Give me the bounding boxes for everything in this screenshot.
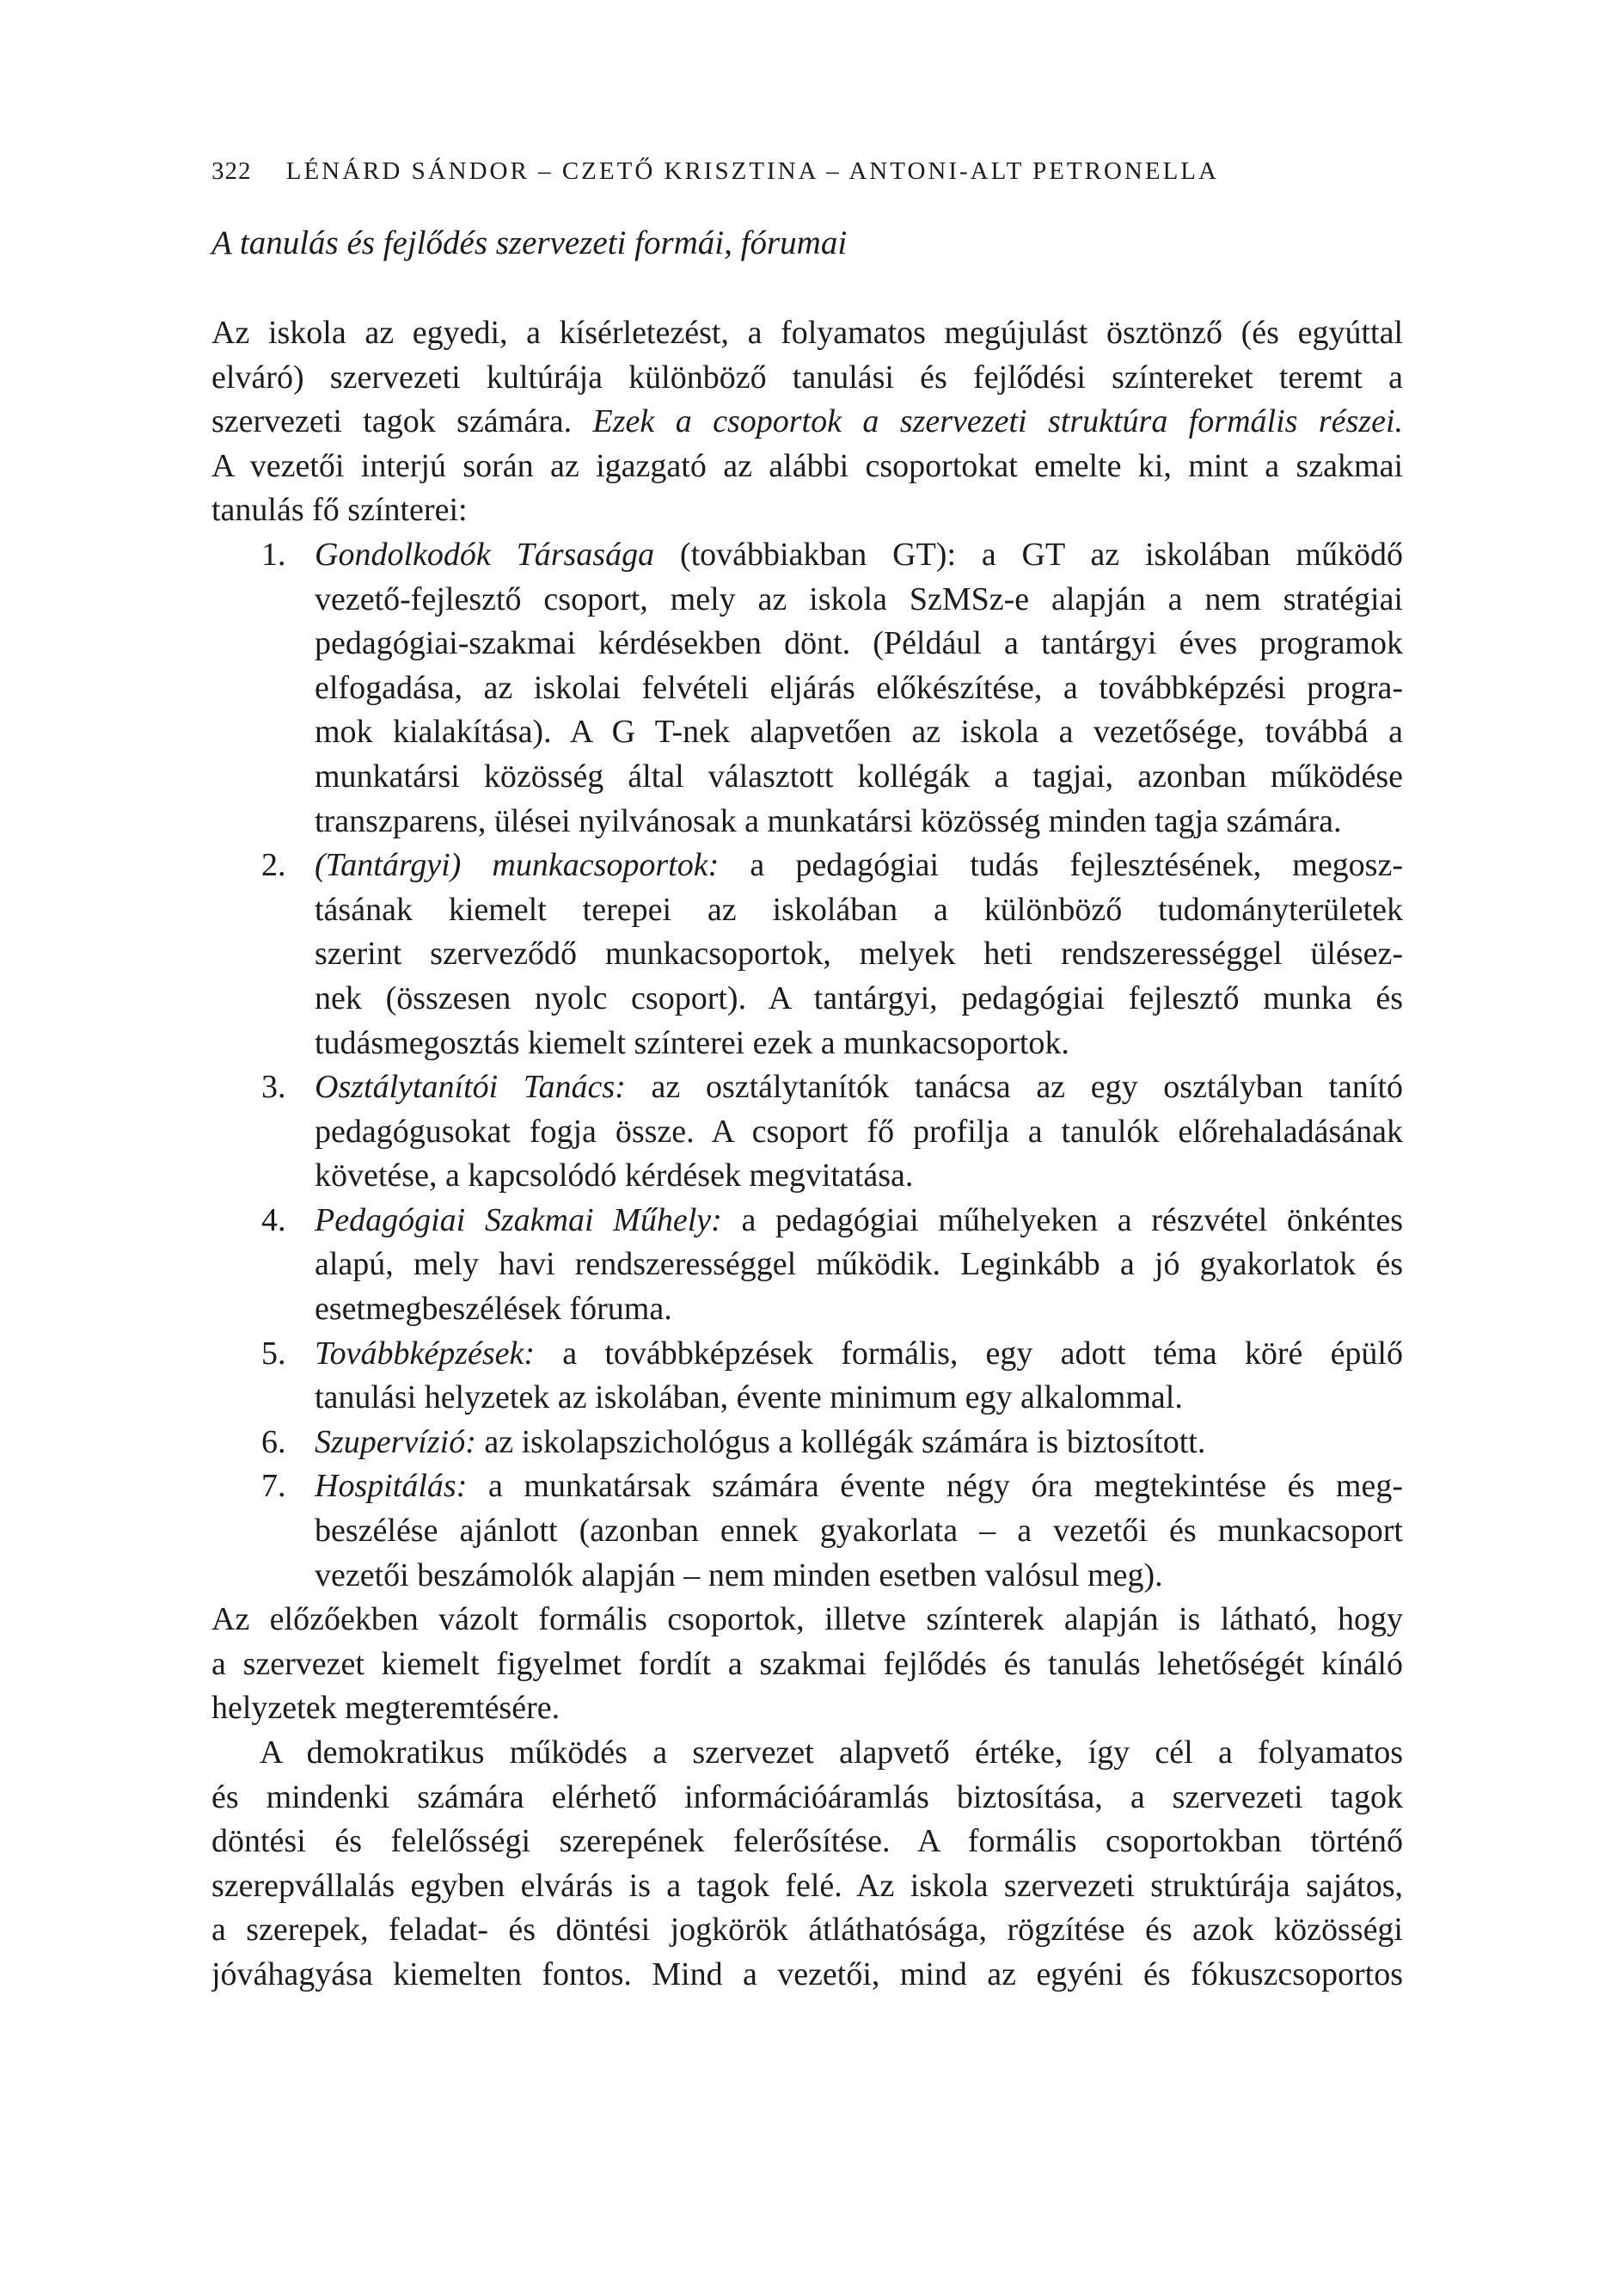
list-item-label: Továbbképzések: (315, 1335, 536, 1372)
list-item-text: az osztálytanítók tanácsa az egy osztályban tanító (625, 1069, 1403, 1106)
paragraph-line: szerepvállalás egyben elvárás is a tagok felé. Az iskola szervezeti struktúrája sajátos, (211, 1867, 1403, 1904)
list-item-line (211, 800, 1403, 844)
list-item-label: Osztálytanítói Tanács: (315, 1069, 626, 1106)
list-item-text: mok kialakítása). A G T-nek alapvetően az iskola a vezetősége, továbbá a (315, 714, 1403, 751)
list-item-text: nek (összesen nyolc csoport). A tantárgyi, pedagógiai fejlesztő munka és (315, 979, 1403, 1016)
list-item (211, 1065, 1403, 1199)
paragraph-line: A demokratikus működés a szervezet alapvető értéke, így cél a folyamatos (260, 1734, 1403, 1771)
book-page (211, 0, 1403, 2296)
text-run: szervezeti tagok számára. (211, 403, 593, 440)
list-item-label: (Tantárgyi) munkacsoportok: (315, 847, 720, 884)
list-item-line (211, 710, 1403, 755)
list-item-text: az iskolapszichológus a kollégák számára is biztosított. (475, 1423, 1206, 1460)
list-item (211, 533, 1403, 844)
list-item-line (211, 755, 1403, 800)
list-item-text: szerint szerveződő munkacsoportok, melyek heti rendszerességgel ülésez- (315, 936, 1403, 973)
running-head (211, 157, 1219, 186)
list-item-label: Szupervízió: (315, 1423, 476, 1460)
list-item-line: 7. Hospitálás: a munkatársak számára évente négy óra megtekintése és meg- (261, 1468, 1403, 1505)
paragraph-line (211, 400, 1403, 445)
list-item-text: a továbbképzések formális, egy adott téma köré épülő (535, 1335, 1403, 1372)
list-item-line (211, 1022, 1403, 1066)
list-item-text: (továbbiakban GT): a GT az iskolában működő (654, 536, 1403, 573)
list-item-text: alapú, mely havi rendszerességgel működik. Leginkább a jó gyakorlatok és (315, 1246, 1403, 1283)
paragraph-line: és mindenki számára elérhető információáramlás biztosítása, a szervezeti tagok (211, 1778, 1403, 1815)
list-item-line (211, 1287, 1403, 1332)
list-item-line (211, 1376, 1403, 1421)
numbered-list (211, 533, 1403, 1598)
list-item-line (211, 888, 1403, 933)
list-item-line (211, 622, 1403, 666)
paragraph-line: jóváhagyása kiemelten fontos. Mind a vezetői, mind az egyéni és fókuszcsoportos (211, 1955, 1403, 1992)
list-item-text: transzparens, ülései nyilvánosak a munkatársi közösség minden tagja számára. (315, 802, 1342, 839)
list-item (211, 1421, 1403, 1465)
list-item-line (211, 977, 1403, 1022)
list-item-line: 4. Pedagógiai Szakmai Műhely: a pedagógiai műhelyeken a részvétel önkéntes (261, 1201, 1403, 1238)
list-item-line (211, 1154, 1403, 1199)
list-item-text: pedagógiai-szakmai kérdésekben dönt. (Például a tantárgyi éves programok (315, 625, 1403, 662)
list-item-text: vezetői beszámolók alapján – nem minden esetben valósul meg). (315, 1556, 1163, 1593)
list-item-line (211, 666, 1403, 711)
list-item-line: 1. Gondolkodók Társasága (továbbiakban GT): a GT az iskolában működő (261, 536, 1403, 573)
list-item (211, 1332, 1403, 1421)
list-item-text: esetmegbeszélések fóruma. (315, 1291, 672, 1328)
list-item (211, 844, 1403, 1065)
paragraph-line: helyzetek megteremtésére. (211, 1690, 561, 1727)
list-item-text: elfogadása, az iskolai felvételi eljárás előkészítése, a továbbképzési progra- (315, 669, 1403, 706)
list-item-line (211, 578, 1403, 623)
list-item-text: tásának kiemelt terepei az iskolában a különböző tudományterületek (315, 891, 1403, 928)
list-item-label: Hospitálás: (315, 1468, 468, 1505)
list-item-text: tudásmegosztás kiemelt színterei ezek a munkacsoportok. (315, 1024, 1069, 1061)
list-item-line: 3. Osztálytanítói Tanács: az osztálytanítók tanácsa az egy osztályban tanító (261, 1069, 1403, 1106)
section-title: A tanulás és fejlődés szervezeti formái, fórumai (211, 224, 848, 261)
paragraph-line: döntési és felelősségi szerepének felerősítése. A formális csoportokban történő (211, 1823, 1403, 1860)
list-item-line: 6. Szupervízió: az iskolapszichológus a kollégák számára is biztosított. (261, 1423, 1206, 1460)
paragraph-after-list (211, 1598, 1403, 1731)
list-item-text: a munkatársak számára évente négy óra megtekintése és meg- (467, 1468, 1403, 1505)
list-item-text: a pedagógiai tudás fejlesztésének, megosz- (719, 847, 1403, 884)
list-item-line: 5. Továbbképzések: a továbbképzések formális, egy adott téma köré épülő (261, 1335, 1403, 1372)
paragraph-line: elváró) szervezeti kultúrája különböző tanulási és fejlődési színtereket teremt a (211, 359, 1403, 396)
list-item-text: vezető-fejlesztő csoport, mely az iskola SzMSz-e alapján a nem stratégiai (315, 580, 1403, 617)
list-item-line (211, 1554, 1403, 1599)
list-item-text: követése, a kapcsolódó kérdések megvitatása. (315, 1157, 914, 1194)
list-item-text: munkatársi közösség által választott kollégák a tagjai, azonban működése (315, 758, 1403, 795)
list-item-text: pedagógusokat fogja össze. A csoport fő profilja a tanulók előrehaladásának (315, 1113, 1403, 1150)
paragraph-line: Az iskola az egyedi, a kísérletezést, a folyamatos megújulást ösztönző (és egyúttal (211, 315, 1403, 351)
paragraph-line: a szervezet kiemelt figyelmet fordít a szakmai fejlődés és tanulás lehetőségét kínáló (211, 1645, 1403, 1682)
italic-text-run: Ezek a csoportok a szervezeti struktúra formális részei. (592, 403, 1403, 440)
list-item-line (211, 1243, 1403, 1287)
paragraph-line: Az előzőekben vázolt formális csoportok, illetve színterek alapján is látható, hogy (211, 1601, 1403, 1638)
list-item-text: tanulási helyzetek az iskolában, évente minimum egy alkalommal. (315, 1379, 1183, 1416)
list-item-line (211, 1110, 1403, 1155)
paragraph-line: A vezetői interjú során az igazgató az alábbi csoportokat emelte ki, mint a szakmai (211, 447, 1403, 484)
running-head-authors: LÉNÁRD SÁNDOR – CZETŐ KRISZTINA – ANTONI-ALT PETRONELLA (285, 157, 1219, 185)
list-item-text: beszélése ajánlott (azonban ennek gyakorlata – a vezetői és munkacsoport (315, 1513, 1403, 1550)
list-item-line (211, 1509, 1403, 1554)
body-text (211, 311, 1403, 1998)
page-number: 322 (211, 157, 252, 185)
paragraph-line: a szerepek, feladat- és döntési jogkörök átláthatósága, rögzítése és azok közösségi (211, 1912, 1403, 1949)
list-item-text: a pedagógiai műhelyeken a részvétel önkéntes (721, 1201, 1403, 1238)
list-item (211, 1199, 1403, 1332)
list-item (211, 1464, 1403, 1598)
paragraph-final (211, 1731, 1403, 1998)
list-item-line: 2. (Tantárgyi) munkacsoportok: a pedagógiai tudás fejlesztésének, megosz- (261, 847, 1403, 884)
paragraph-line: tanulás fő színterei: (211, 492, 468, 529)
list-item-line (211, 932, 1403, 977)
list-item-label: Pedagógiai Szakmai Műhely: (315, 1201, 722, 1238)
list-item-label: Gondolkodók Társasága (315, 536, 655, 573)
